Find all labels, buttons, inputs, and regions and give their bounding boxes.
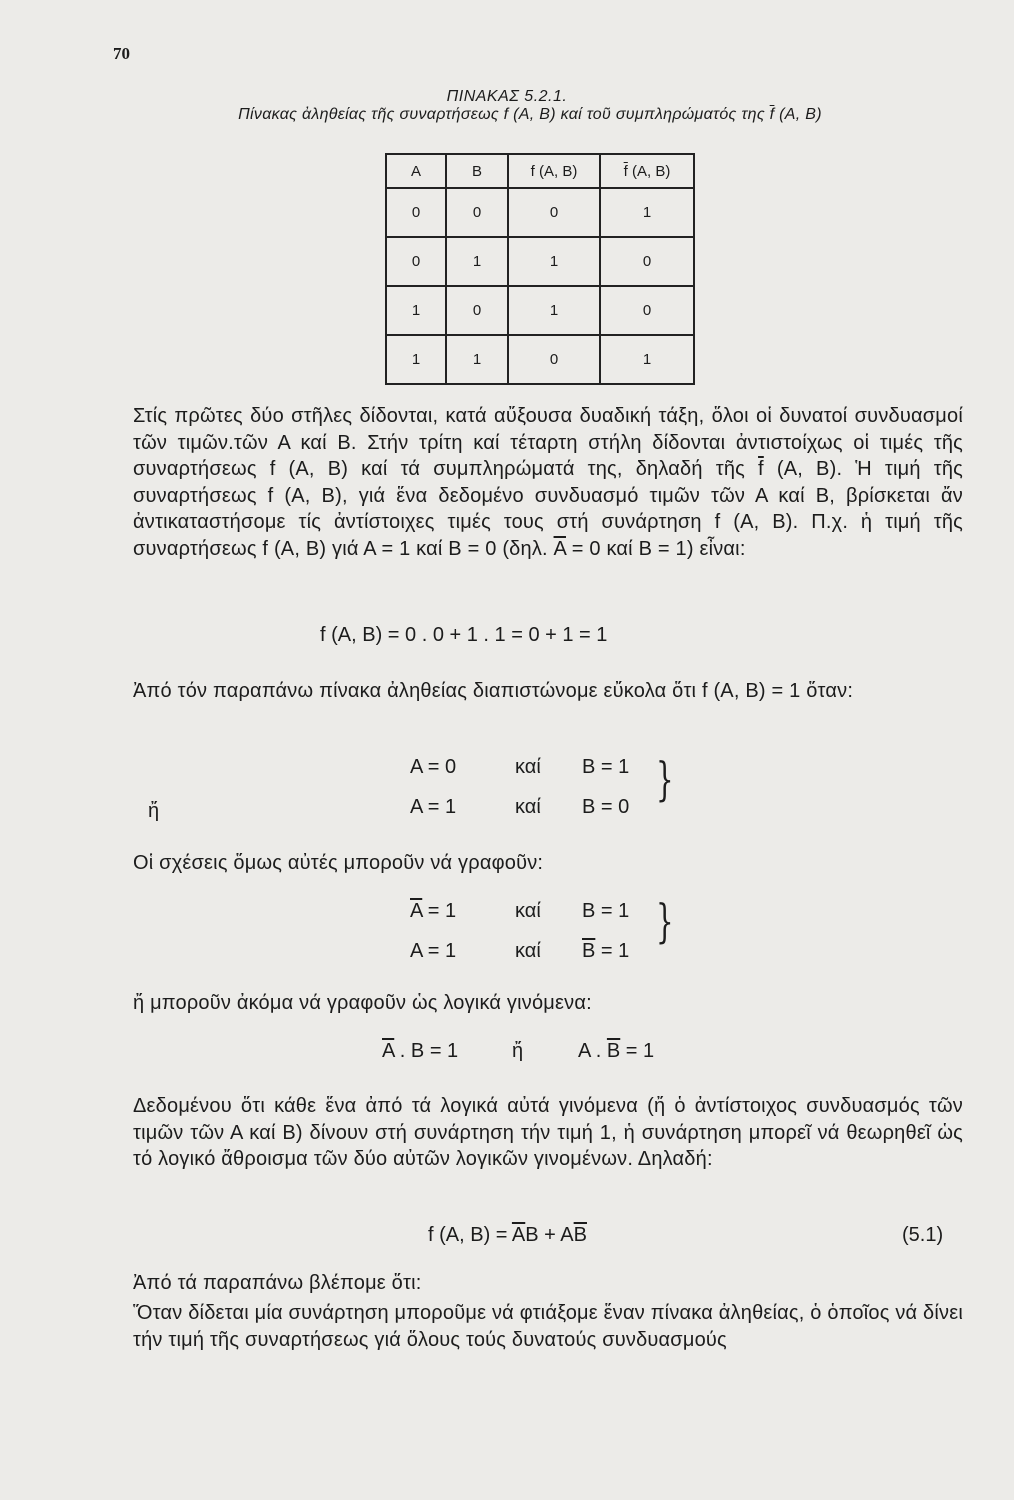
eq2-b-bar: $\overline{B}$ — [573, 1224, 587, 1246]
cond2-and-1: καί — [515, 900, 541, 922]
brace-icon: } — [656, 894, 674, 948]
page-number: 70 — [113, 44, 130, 63]
table-row — [386, 335, 694, 384]
paragraph1-complement-a: $\overline{A}$ — [553, 537, 566, 560]
header-b: B — [446, 154, 508, 188]
table-cell: 1 — [508, 286, 600, 335]
equation-5-1 — [428, 1224, 587, 1247]
cond1-and-1: καί — [515, 756, 541, 778]
table-row — [386, 237, 694, 286]
table-cell: 0 — [508, 188, 600, 237]
paragraph-conclusion: Ἀπό τόν παραπάνω πίνακα ἀληθείας διαπιστώνομε εὔκολα ὅτι f (A, B) = 1 ὅταν: — [133, 680, 854, 702]
eq2-a-bar: $\overline{A}$ — [511, 1224, 526, 1246]
header-a: A — [386, 154, 446, 188]
table-cell: 0 — [600, 237, 694, 286]
table-cell: 1 — [508, 237, 600, 286]
table-cell: 0 — [386, 237, 446, 286]
cond1-and-2: καί — [515, 796, 541, 818]
table-cell: 1 — [446, 237, 508, 286]
paragraph-table-explanation — [133, 403, 963, 563]
brace-icon: } — [656, 752, 674, 806]
table-cell: 1 — [386, 335, 446, 384]
truth-table — [385, 153, 695, 385]
caption-complement-f: $\overline{f}$ — [769, 106, 775, 123]
cond1-b1: B = 1 — [582, 756, 630, 778]
table-cell: 1 — [600, 335, 694, 384]
cond2-not-a — [410, 900, 456, 923]
product-2-pre: A . — [578, 1040, 607, 1062]
cond1-b0: B = 0 — [582, 796, 630, 818]
table-cell: 0 — [386, 188, 446, 237]
paragraph1-part2: (A, B). Ἡ τιμή τῆς συναρτήσεως f (A, B), γιά ἕνα δεδομένο συνδυασμό τιμῶν τῶν Α καί Β, βρίσκεται ἄν ἀντικαταστήσομε τίς ἀντίστοιχες τιμές τους στή συνάρτηση f (A, B). Π.χ. ἡ τιμή τῆς συναρτήσεως f (A, B) γιά Α = 1 καί Β = 0 (δηλ. — [133, 458, 963, 560]
header-f: f (A, B) — [508, 154, 600, 188]
product-2 — [578, 1040, 654, 1063]
table-caption-title: ΠΙΝΑΚΑΣ 5.2.1. — [446, 88, 568, 105]
paragraph1-part3: = 0 καί B = 1) εἶναι: — [565, 537, 746, 560]
product-1-a-bar: $\overline{A}$ — [382, 1040, 395, 1062]
eq2-lhs: f (A, B) = — [428, 1224, 512, 1246]
table-cell: 0 — [508, 335, 600, 384]
cond2-b-bar: $\overline{B}$ — [582, 940, 596, 962]
equation-example: f (A, B) = 0 . 0 + 1 . 1 = 0 + 1 = 1 — [320, 624, 608, 646]
caption-tail: (A, B) — [774, 106, 822, 123]
cond1-a1: A = 1 — [410, 796, 457, 818]
table-cell: 0 — [446, 188, 508, 237]
cond2-b-value: = 1 — [595, 940, 630, 962]
table-row — [386, 286, 694, 335]
table-row — [386, 188, 694, 237]
header-f-bar: $\overline{f}$ — [623, 162, 628, 180]
equation-number: (5.1) — [902, 1224, 944, 1246]
header-f-args: (A, B) — [627, 162, 671, 180]
table-cell: 1 — [386, 286, 446, 335]
paragraph1-complement-f: $\overline{f}$ — [758, 458, 764, 481]
table-cell: 1 — [600, 188, 694, 237]
cond1-a0: A = 0 — [410, 756, 457, 778]
eq2-middle: B + A — [525, 1224, 574, 1246]
table-cell: 0 — [600, 286, 694, 335]
caption-text: Πίνακας ἀληθείας τῆς συναρτήσεως f (A, B) καί τοῦ συμπληρώματός της — [238, 106, 770, 123]
paragraph-logical-sum: Δεδομένου ὅτι κάθε ἕνα ἀπό τά λογικά αὐτά γινόμενα (ἤ ὁ ἀντίστοιχος συνδυασμός τῶν τιμῶν τῶν Α καί Β) δίνουν στή συνάρτηση τήν τιμή 1, ἡ συνάρτηση μπορεῖ νά θεωρηθεῖ ὡς τό λογικό ἄθροισμα τῶν δύο αὐτῶν λογικῶν γινομένων. Δηλαδή: — [133, 1095, 963, 1171]
cond2-a-value: = 1 — [422, 900, 457, 922]
paragraph-rewrite: Οἱ σχέσεις ὅμως αὐτές μποροῦν νά γραφοῦν: — [133, 852, 544, 874]
cond1-or: ἤ — [148, 800, 160, 822]
table-cell: 0 — [446, 286, 508, 335]
table-caption-subtitle — [120, 106, 940, 124]
cond2-and-2: καί — [515, 940, 541, 962]
product-1 — [382, 1040, 458, 1063]
product-1-rest: . B = 1 — [394, 1040, 459, 1062]
cond2-a1: A = 1 — [410, 940, 457, 962]
header-f-complement — [600, 154, 694, 188]
paragraph-observation: Ἀπό τά παραπάνω βλέπομε ὅτι: — [133, 1272, 422, 1294]
products-or: ἤ — [512, 1040, 524, 1062]
cond2-b1: B = 1 — [582, 900, 630, 922]
table-cell: 1 — [446, 335, 508, 384]
cond2-not-b — [582, 940, 629, 963]
product-2-rest: = 1 — [620, 1040, 655, 1062]
product-2-b-bar: $\overline{B}$ — [606, 1040, 621, 1062]
paragraph1-part1: Στίς πρῶτες δύο στῆλες δίδονται, κατά αὔξουσα δυαδική τάξη, ὅλοι οἱ δυνατοί συνδυασμοί τῶν τιμῶν.τῶν Α καί Β. Στήν τρίτη καί τέταρτη στήλη δίδονται ἀντιστοίχως οἱ τιμές τῆς συναρτήσεως f (A, B) καί τά συμπληρώματά της, δηλαδή τῆς — [133, 405, 963, 481]
paragraph-final: Ὅταν δίδεται μία συνάρτηση μποροῦμε νά φτιάξομε ἕναν πίνακα ἀληθείας, ὁ ὁποῖος νά δίνει τήν τιμή τῆς συναρτήσεως γιά ὅλους τούς δυνατούς συνδυασμούς — [133, 1302, 963, 1351]
cond2-a-bar: $\overline{A}$ — [410, 900, 423, 922]
paragraph-products-intro: ἤ μποροῦν ἀκόμα νά γραφοῦν ὡς λογικά γινόμενα: — [133, 992, 592, 1014]
truth-table-header-row — [386, 154, 694, 188]
